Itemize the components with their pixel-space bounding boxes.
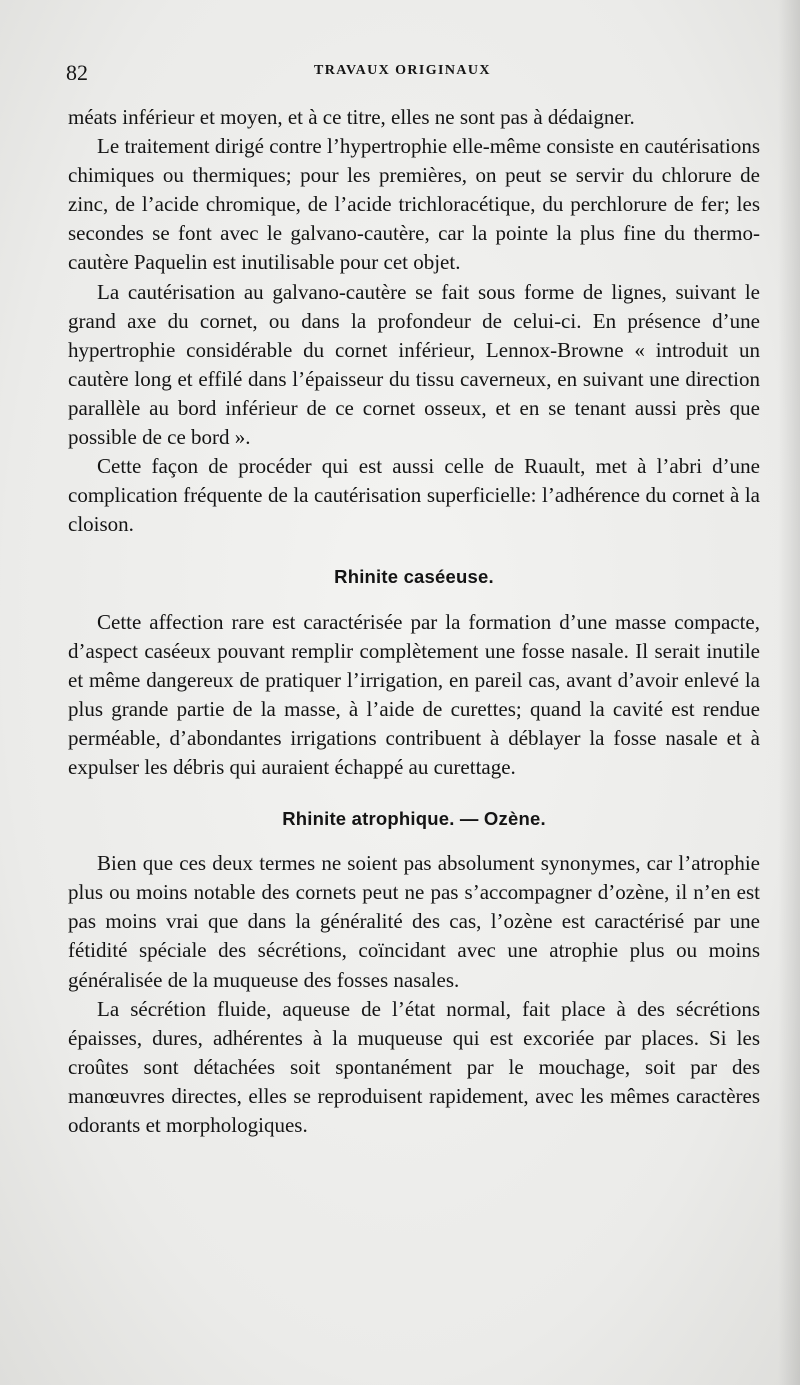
spacer — [68, 592, 760, 608]
running-title: TRAVAUX ORIGINAUX — [314, 63, 491, 78]
page-header — [66, 60, 756, 90]
paragraph-continuation: méats inférieur et moyen, et à ce titre, elles ne sont pas à dédaigner. — [68, 105, 635, 129]
paragraph-treatment: Le traitement dirigé contre l’hypertrophie elle-même consiste en cautérisations chimiques ou thermiques; pour les premières, on peut se servir du chlorure de zinc, de l’acide chromique, de l’acide trichloracétique, du perchlorure de fer; les secondes se font avec le galvano-cautère, car la pointe la plus fine du thermo-cautère Paquelin est inutilisable pour cet objet. — [68, 134, 760, 275]
paragraph-caseous-rhinitis: Cette affection rare est caractérisée par la formation d’une masse compacte, d’aspect caséeux pouvant remplir complètement une fosse nasale. Il serait inutile et même dangereux de pratiquer l’irrigation, en pareil cas, avant d’avoir enlevé la plus grande partie de la masse, à l’aide de curettes; quand la cavité est rendue perméable, d’abondantes irrigations contribuent à déblayer la fosse nasale et à expulser les débris qui auraient échappé au curettage. — [68, 609, 760, 779]
paragraph-secretions: La sécrétion fluide, aqueuse de l’état normal, fait place à des sécrétions épaisses, dures, adhérentes à la muqueuse qui est excoriée par places. Si les croûtes sont détachées soit spontanément par le mouchage, soit par des manœuvres directes, elles se reproduisent rapidement, avec les mêmes caractères odorants et morphologiques. — [68, 996, 760, 1137]
spacer — [68, 833, 760, 849]
paragraph-ruault-method: Cette façon de procéder qui est aussi celle de Ruault, met à l’abri d’une complication fréquente de la cautérisation superficielle: l’adhérence du cornet à la cloison. — [68, 454, 760, 537]
section-heading-rhinite-atrophique: Rhinite atrophique. — Ozène. — [282, 808, 546, 830]
section-heading-rhinite-caseeuse: Rhinite caséeuse. — [334, 566, 494, 588]
paragraph-galvano-cautery: La cautérisation au galvano-cautère se fait sous forme de lignes, suivant le grand axe du cornet, ou dans la profondeur de celui-ci. En présence d’une hypertrophie considérable du cornet inférieur, Lennox-Browne « introduit un cautère long et effilé dans l’épaisseur du tissu caverneux, en suivant une direction parallèle au bord inférieur de ce cornet osseux, et en se tenant aussi près que possible de ce bord ». — [68, 279, 760, 450]
page-number: 82 — [66, 60, 88, 85]
spacer — [68, 782, 760, 804]
body-text — [68, 103, 760, 1140]
spacer — [68, 539, 760, 562]
paragraph-ozena-definition: Bien que ces deux termes ne soient pas absolument synonymes, car l’atrophie plus ou moins notable des cornets peut ne pas s’accompagner d’ozène, il n’en est pas moins vrai que dans la généralité des cas, l’ozène est caractérisé par une fétidité spéciale des sécrétions, coïncidant avec une atrophie plus ou moins généralisée de la muqueuse des fosses nasales. — [68, 851, 760, 992]
